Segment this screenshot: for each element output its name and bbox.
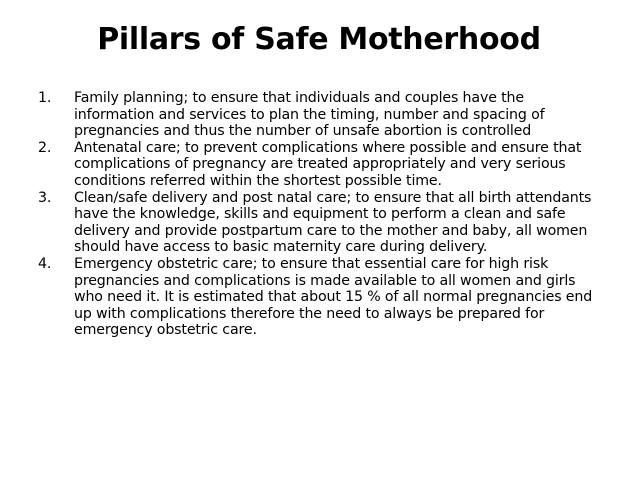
list-item: [38, 140, 608, 190]
list-item-number: 3.: [38, 189, 52, 206]
list-item-number: 4.: [38, 255, 52, 272]
list-item-text: Emergency obstetric care; to ensure that essential care for high risk pregnancies and complications is made available to all women and girls who need it. It is estimated that about 15 % of all normal pregnancies end up with complications therefore the need to always be prepared for emergency obstetric care.: [74, 255, 593, 339]
list-item-number: 2.: [38, 139, 52, 156]
list-item-text: Clean/safe delivery and post natal care; to ensure that all birth attendants have the knowledge, skills and equipment to perform a clean and safe delivery and provide postpartum care to the mother and baby, all women should have access to basic maternity care during delivery.: [74, 189, 592, 256]
list-item: [38, 90, 608, 140]
list-item: [38, 190, 608, 256]
list-item-text: Family planning; to ensure that individuals and couples have the information and services to plan the timing, number and spacing of pregnancies and thus the number of unsafe abortion is controlled: [74, 90, 545, 140]
pillars-list: [38, 90, 608, 339]
list-item: [38, 256, 608, 339]
list-item-text: Antenatal care; to prevent complications where possible and ensure that complications of pregnancy are treated appropriately and very serious conditions referred within the shortest possible time.: [74, 139, 582, 189]
slide-title: Pillars of Safe Motherhood: [97, 22, 541, 57]
list-item-number: 1.: [38, 90, 52, 106]
